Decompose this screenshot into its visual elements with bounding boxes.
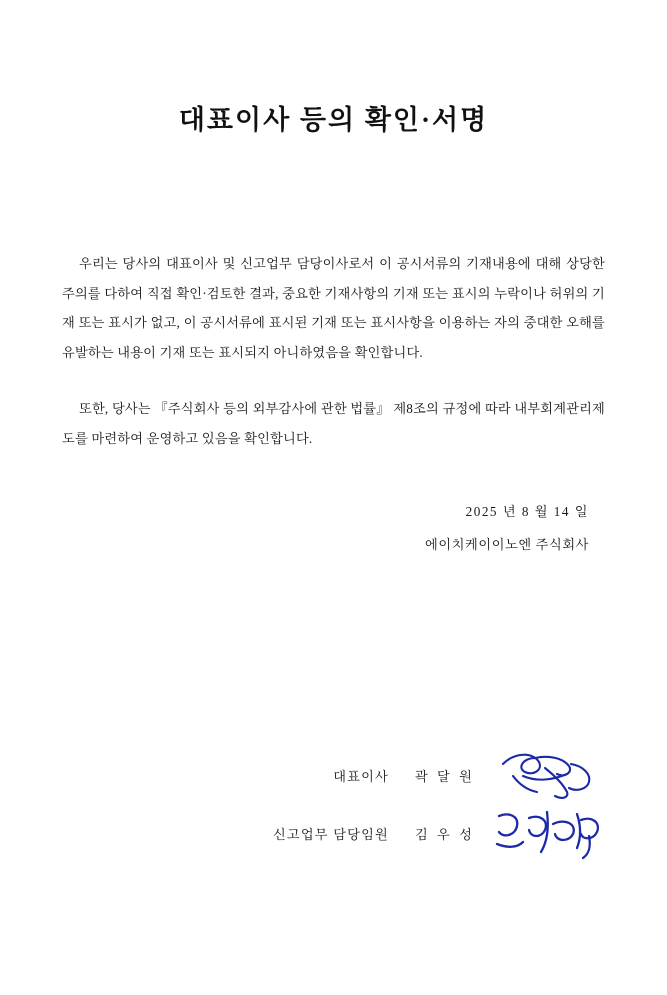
paragraph-internal-accounting: 또한, 당사는 『주식회사 등의 외부감사에 관한 법률』 제8조의 규정에 따라 내부회계관리제도를 마련하여 운영하고 있음을 확인합니다. [62, 400, 605, 446]
signature-name-officer: 김 우 성 [415, 826, 475, 842]
handwritten-signature-icon-ceo [493, 746, 605, 804]
signature-row-officer [62, 804, 605, 862]
page-title: 대표이사 등의 확인·서명 [178, 105, 489, 135]
signature-row-ceo [62, 746, 605, 804]
paragraph-confirmation: 우리는 당사의 대표이사 및 신고업무 담당이사로서 이 공시서류의 기재내용에 대해 상당한 주의를 다하여 직접 확인·검토한 결과, 중요한 기재사항의 기재 또는 표시의 누락이나 허위의 기재 또는 표시가 없고, 이 공시서류에 표시된 기재 또는 표시사항을 이용하는 자의 중대한 오해를 유발하는 내용이 기재 또는 표시되지 아니하였음을 확인합니다. [62, 256, 605, 361]
handwritten-signature-icon-officer [493, 804, 605, 862]
signature-block [62, 746, 605, 862]
document-body [62, 249, 605, 453]
signature-name-ceo: 곽 달 원 [415, 768, 475, 784]
signature-role-ceo: 대표이사 [333, 768, 389, 784]
signature-role-officer: 신고업무 담당임원 [272, 826, 389, 842]
company-name: 에이치케이이노엔 주식회사 [425, 537, 589, 553]
document-page [0, 98, 667, 995]
document-date: 2025 년 8 월 14 일 [465, 504, 589, 520]
